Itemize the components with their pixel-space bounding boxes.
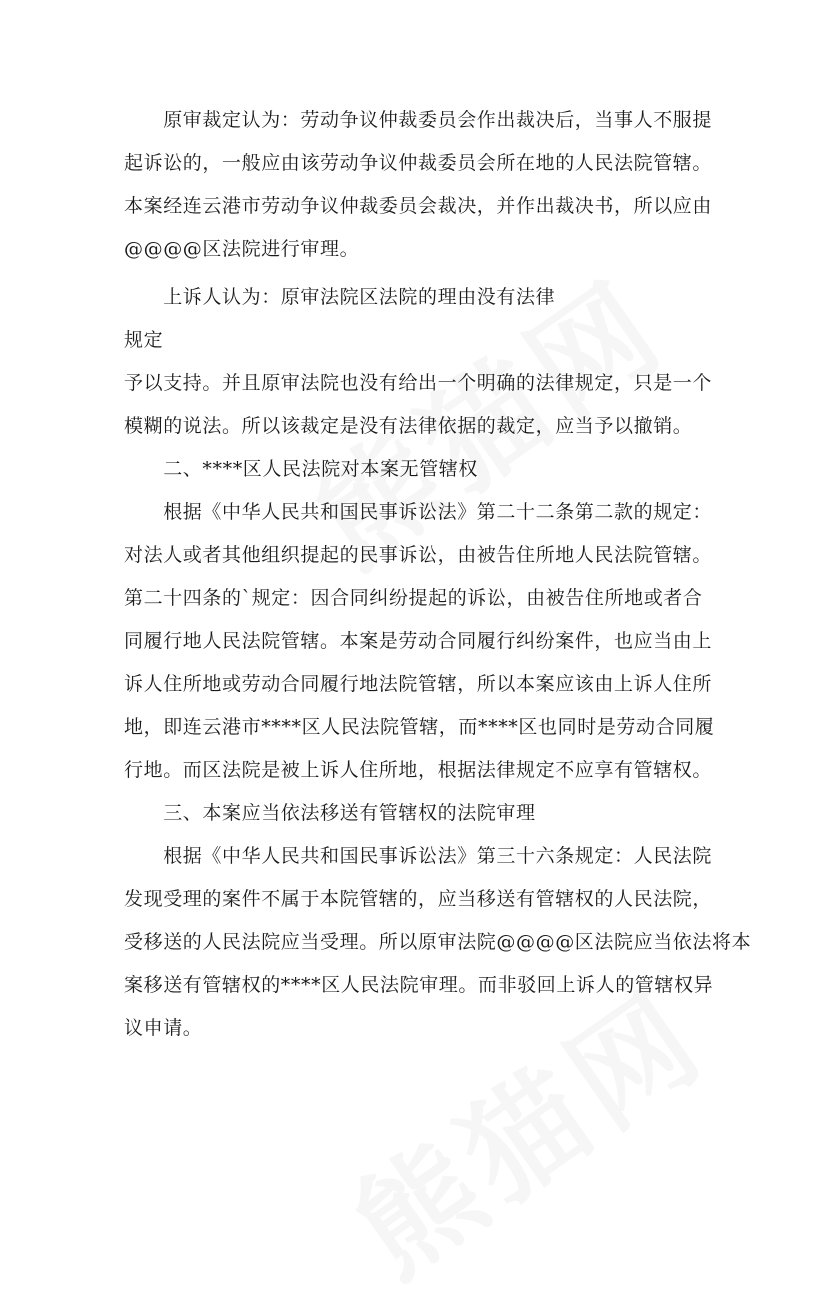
- watermark: [316, 944, 734, 1308]
- text-line: 同履行地人民法院管辖。本案是劳动合同履行纠纷案件，也应当由上: [124, 630, 713, 652]
- text-line: 诉人住所地或劳动合同履行地法院管辖，所以本案应该由上诉人住所: [124, 673, 713, 695]
- text-line: 对法人或者其他组织提起的民事诉讼，由被告住所地人民法院管辖。: [124, 544, 713, 566]
- text-line: 发现受理的案件不属于本院管辖的，应当移送有管辖权的人民法院，: [124, 888, 713, 910]
- text-line: 规定: [124, 329, 164, 351]
- text-line: 地，即连云港市****区人民法院管辖，而****区也同时是劳动合同履: [124, 716, 715, 738]
- text-line: 受移送的人民法院应当受理。所以原审法院@@@@区法院应当依法将本: [124, 931, 752, 953]
- text-line: 起诉讼的，一般应由该劳动争议仲裁委员会所在地的人民法院管辖。: [124, 152, 713, 174]
- section-heading: 三、本案应当依法移送有管辖权的法院审理: [124, 802, 536, 824]
- text-line: 本案经连云港市劳动争议仲裁委员会裁决，并作出裁决书，所以应由: [124, 195, 713, 217]
- text-line: 议申请。: [124, 1017, 203, 1039]
- text-line: 上诉人认为：原审法院区法院的理由没有法律: [124, 286, 556, 308]
- text-line: @@@@区法院进行审理。: [124, 238, 360, 260]
- text-line: 案移送有管辖权的****区人民法院审理。而非驳回上诉人的管辖权异: [124, 974, 714, 996]
- text-line: 原审裁定认为：劳动争议仲裁委员会作出裁决后，当事人不服提: [124, 109, 713, 131]
- text-line: 根据《中华人民共和国民事诉讼法》第二十二条第二款的规定：: [124, 501, 713, 523]
- text-line: 根据《中华人民共和国民事诉讼法》第三十六条规定：人民法院: [124, 845, 713, 867]
- text-line: 第二十四条的`规定：因合同纠纷提起的诉讼，由被告住所地或者合: [124, 587, 703, 609]
- section-heading: 二、****区人民法院对本案无管辖权: [124, 458, 479, 480]
- text-line: 行地。而区法院是被上诉人住所地，根据法律规定不应享有管辖权。: [124, 759, 713, 781]
- text-line: 模糊的说法。所以该裁定是没有法律依据的裁定，应当予以撤销。: [124, 415, 693, 437]
- text-line: 予以支持。并且原审法院也没有给出一个明确的法律规定，只是一个: [124, 372, 713, 394]
